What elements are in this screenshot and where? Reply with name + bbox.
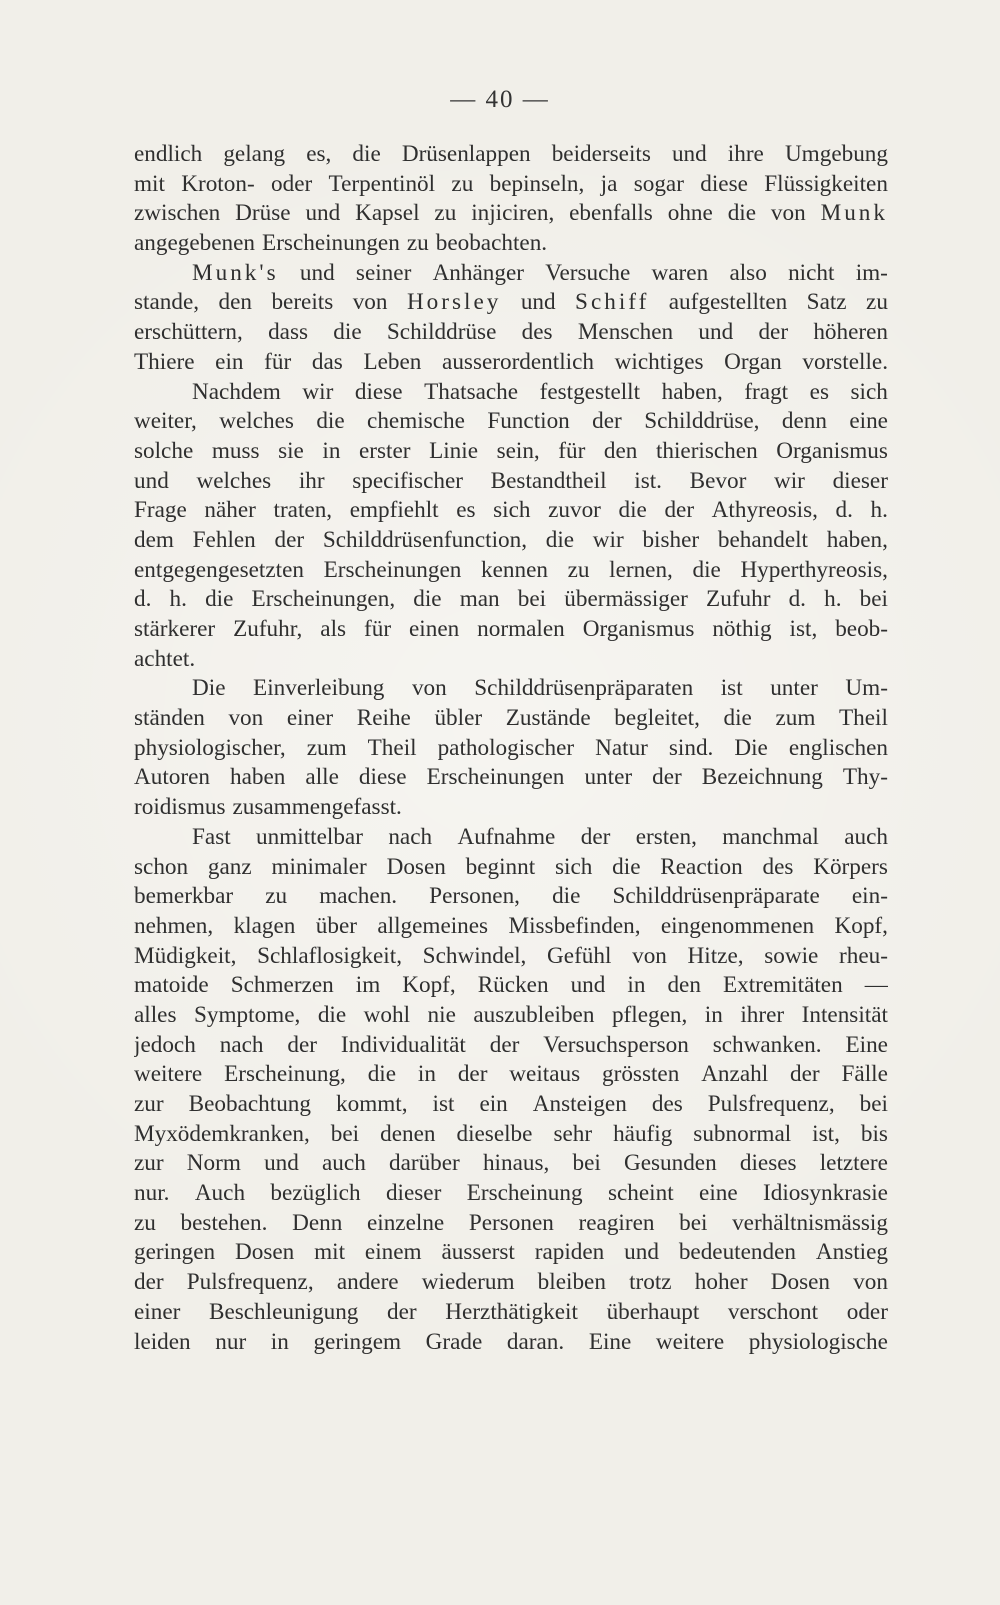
text-line: nehmen, klagen über allgemeines Missbefinden, eingenommenen Kopf, bbox=[134, 912, 888, 939]
text-line: matoide Schmerzen im Kopf, Rücken und in den Extremitäten — bbox=[134, 972, 888, 999]
text-line: Fast unmittelbar nach Aufnahme der ersten, manchmal auch bbox=[192, 823, 888, 850]
text-line: stärkerer Zufuhr, als für einen normalen Organismus nöthig ist, beob- bbox=[134, 616, 888, 642]
text-line: physiologischer, zum Theil pathologischer Natur sind. Die englischen bbox=[134, 734, 888, 761]
text-line: Thiere ein für das Leben ausserordentlich wichtiges Organ vorstelle. bbox=[134, 348, 888, 375]
text-line: Myxödemkranken, bei denen dieselbe sehr häufig subnormal ist, bis bbox=[134, 1120, 888, 1147]
text-line: leiden nur in geringem Grade daran. Eine weitere physiologische bbox=[134, 1328, 888, 1355]
text-line: roidismus zusammengefasst. bbox=[134, 794, 402, 821]
text-line: solche muss sie in erster Linie sein, für den thierischen Organismus bbox=[134, 437, 888, 464]
text-line: nur. Auch bezüglich dieser Erscheinung scheint eine Idiosynkrasie bbox=[134, 1180, 888, 1207]
text-line: und welches ihr specifischer Bestandtheil ist. Bevor wir dieser bbox=[134, 467, 888, 494]
text-line: Müdigkeit, Schlaflosigkeit, Schwindel, Gefühl von Hitze, sowie rheu- bbox=[134, 942, 888, 969]
text-line: zur Beobachtung kommt, ist ein Ansteigen des Pulsfrequenz, bei bbox=[134, 1091, 888, 1117]
text-line: alles Symptome, die wohl nie auszubleiben pflegen, in ihrer Intensität bbox=[134, 1001, 888, 1028]
text-line: jedoch nach der Individualität der Versuchsperson schwanken. Eine bbox=[134, 1031, 888, 1058]
text-line: Frage näher traten, empfiehlt es sich zuvor die der Athyreosis, d. h. bbox=[134, 497, 888, 524]
text-line: endlich gelang es, die Drüsenlappen beiderseits und ihre Umgebung bbox=[134, 141, 888, 167]
text-line: weiter, welches die chemische Function der Schilddrüse, denn eine bbox=[134, 408, 888, 435]
body-text bbox=[134, 140, 888, 1357]
text-line: zu bestehen. Denn einzelne Personen reagiren bei verhältnismässig bbox=[134, 1209, 888, 1236]
text-line: Munk's und seiner Anhänger Versuche waren also nicht im- bbox=[192, 259, 888, 286]
text-line: einer Beschleunigung der Herzthätigkeit überhaupt verschont oder bbox=[134, 1298, 888, 1325]
text-line: entgegengesetzten Erscheinungen kennen zu lernen, die Hyperthyreosis, bbox=[134, 556, 888, 583]
text-line: Nachdem wir diese Thatsache festgestellt haben, fragt es sich bbox=[192, 378, 888, 405]
text-line: geringen Dosen mit einem äusserst rapiden und bedeutenden Anstieg bbox=[134, 1239, 888, 1266]
text-line: Die Einverleibung von Schilddrüsenpräparaten ist unter Um- bbox=[192, 675, 888, 702]
text-line: dem Fehlen der Schilddrüsenfunction, die wir bisher behandelt haben, bbox=[134, 526, 888, 553]
page-number: — 40 — bbox=[450, 86, 550, 113]
text-line: ständen von einer Reihe übler Zustände begleitet, die zum Theil bbox=[134, 705, 888, 732]
text-line: zur Norm und auch darüber hinaus, bei Gesunden dieses letztere bbox=[134, 1150, 888, 1177]
text-line: angegebenen Erscheinungen zu beobachten. bbox=[134, 230, 548, 257]
text-line: d. h. die Erscheinungen, die man bei übermässiger Zufuhr d. h. bei bbox=[134, 586, 888, 613]
text-line: Autoren haben alle diese Erscheinungen unter der Bezeichnung Thy- bbox=[134, 764, 888, 791]
text-line: achtet. bbox=[134, 645, 196, 672]
text-line: der Pulsfrequenz, andere wiederum bleiben trotz hoher Dosen von bbox=[134, 1269, 888, 1296]
text-line: schon ganz minimaler Dosen beginnt sich die Reaction des Körpers bbox=[134, 853, 888, 880]
text-line: mit Kroton- oder Terpentinöl zu bepinseln, ja sogar diese Flüssigkeiten bbox=[134, 170, 888, 197]
text-line: stande, den bereits von Horsley und Schiff aufgestellten Satz zu bbox=[134, 289, 888, 316]
text-line: erschüttern, dass die Schilddrüse des Menschen und der höheren bbox=[134, 319, 888, 346]
text-line: bemerkbar zu machen. Personen, die Schilddrüsenpräparate ein- bbox=[134, 883, 888, 910]
text-line: weitere Erscheinung, die in der weitaus grössten Anzahl der Fälle bbox=[134, 1061, 888, 1088]
text-line: zwischen Drüse und Kapsel zu injiciren, ebenfalls ohne die von Munk bbox=[134, 200, 888, 227]
